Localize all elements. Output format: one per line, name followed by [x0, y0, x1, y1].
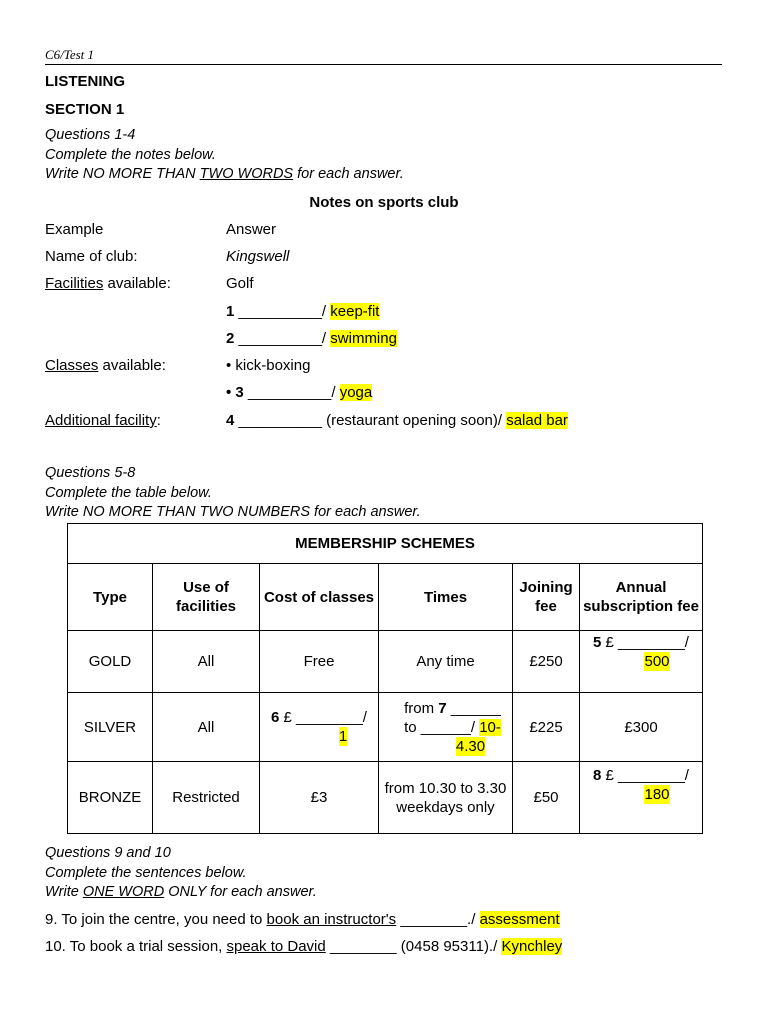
question-5: 5 £ ________/ 500: [580, 631, 703, 693]
question-1: 1 __________/ keep-fit: [226, 303, 380, 320]
question-10: 10. To book a trial session, speak to David ________ (0458 95311)./ Kynchley: [45, 938, 563, 955]
questions-1-4-label: Questions 1-4: [45, 127, 136, 143]
bronze-times: from 10.30 to 3.30 weekdays only: [379, 762, 513, 834]
listening-heading: LISTENING: [45, 73, 126, 90]
header-joining: Joining fee: [513, 564, 580, 631]
table-row: [68, 631, 703, 693]
membership-table: [67, 523, 703, 834]
gold-times: Any time: [379, 631, 513, 693]
answer-7a: 10-: [479, 718, 501, 736]
classes-label: Classes available:: [45, 357, 166, 374]
header-rule: [45, 64, 722, 65]
answer-3: yoga: [339, 384, 373, 401]
instruction-complete-sentences: Complete the sentences below.: [45, 865, 247, 881]
bronze-joining: £50: [513, 762, 580, 834]
header-times: Times: [379, 564, 513, 631]
facilities-value: Golf: [226, 275, 254, 292]
question-6: 6 £ ________/ 1: [260, 693, 379, 762]
section-heading: SECTION 1: [45, 101, 125, 118]
gold-type: GOLD: [68, 631, 153, 693]
silver-type: SILVER: [68, 693, 153, 762]
classes-value: • kick-boxing: [226, 357, 311, 374]
silver-use: All: [153, 693, 260, 762]
table-row: [68, 762, 703, 834]
club-name-label: Name of club:: [45, 248, 138, 265]
bronze-type: BRONZE: [68, 762, 153, 834]
header-cost: Cost of classes: [260, 564, 379, 631]
instruction-complete-table: Complete the table below.: [45, 485, 212, 501]
header-annual: Annual subscription fee: [580, 564, 703, 631]
club-name-value: Kingswell: [226, 248, 290, 265]
instruction-number-limit: Write NO MORE THAN TWO NUMBERS for each answer.: [45, 504, 421, 520]
answer-7b: 4.30: [455, 737, 486, 755]
question-3: • 3 __________/ yoga: [226, 384, 373, 401]
question-8: 8 £ ________/ 180: [580, 762, 703, 834]
question-4: 4 __________ (restaurant opening soon)/ salad bar: [226, 412, 568, 429]
answer-6: 1: [338, 728, 348, 745]
questions-5-8-label: Questions 5-8: [45, 465, 136, 481]
table-row: [68, 693, 703, 762]
gold-cost: Free: [260, 631, 379, 693]
answer-9: assessment: [479, 911, 560, 928]
answer-8: 180: [644, 786, 670, 803]
gold-joining: £250: [513, 631, 580, 693]
silver-annual: £300: [580, 693, 703, 762]
answer-10: Kynchley: [501, 938, 563, 955]
table-title: MEMBERSHIP SCHEMES: [68, 524, 703, 564]
bronze-use: Restricted: [153, 762, 260, 834]
answer-4: salad bar: [506, 412, 568, 429]
header-type: Type: [68, 564, 153, 631]
silver-joining: £225: [513, 693, 580, 762]
header-use: Use of facilities: [153, 564, 260, 631]
answer-2: swimming: [330, 330, 397, 347]
bronze-cost: £3: [260, 762, 379, 834]
gold-use: All: [153, 631, 260, 693]
instruction-complete-notes: Complete the notes below.: [45, 147, 216, 163]
test-code: C6/Test 1: [45, 47, 95, 62]
question-2: 2 __________/ swimming: [226, 330, 397, 347]
instruction-word-limit: Write NO MORE THAN TWO WORDS for each answer.: [45, 166, 404, 182]
additional-facility-label: Additional facility:: [45, 412, 161, 429]
questions-9-10-label: Questions 9 and 10: [45, 845, 171, 861]
example-label: Example: [45, 221, 104, 238]
notes-title: Notes on sports club: [309, 194, 459, 211]
example-value: Answer: [226, 221, 277, 238]
answer-5: 500: [644, 653, 670, 670]
facilities-label: Facilities available:: [45, 275, 171, 292]
question-9: 9. To join the centre, you need to book an instructor's ________./ assessment: [45, 911, 560, 928]
answer-1: keep-fit: [330, 303, 380, 320]
question-7: from 7 ______ to ______/ 10- 4.30: [379, 693, 513, 762]
instruction-one-word: Write ONE WORD ONLY for each answer.: [45, 884, 317, 900]
